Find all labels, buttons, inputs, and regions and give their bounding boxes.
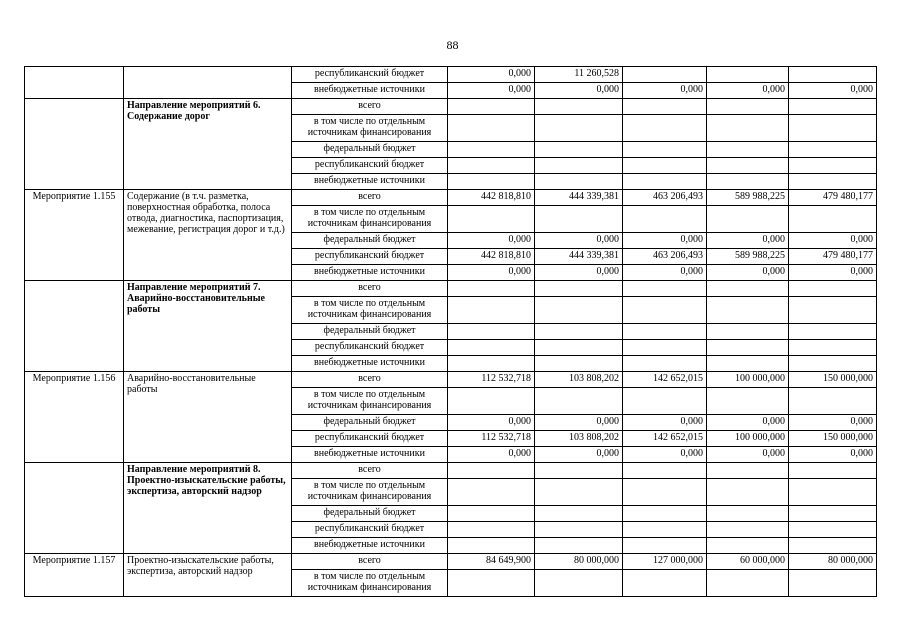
amount-cell (535, 388, 623, 415)
amount-cell (707, 99, 789, 115)
table-row (25, 190, 877, 206)
amount-cell: 0,000 (789, 415, 877, 431)
funding-source-cell: внебюджетные источники (292, 83, 448, 99)
amount-cell (535, 340, 623, 356)
amount-cell: 0,000 (535, 83, 623, 99)
funding-source-cell: федеральный бюджет (292, 324, 448, 340)
amount-cell (707, 324, 789, 340)
amount-cell: 0,000 (623, 447, 707, 463)
amount-cell (789, 142, 877, 158)
amount-cell: 103 808,202 (535, 431, 623, 447)
amount-cell: 142 652,015 (623, 372, 707, 388)
amount-cell (448, 340, 535, 356)
amount-cell: 0,000 (623, 415, 707, 431)
measure-name-cell: Проектно-изыскательские работы, экспертиза, авторский надзор (124, 554, 292, 597)
amount-cell (707, 538, 789, 554)
amount-cell (789, 281, 877, 297)
amount-cell (707, 67, 789, 83)
amount-cell (707, 570, 789, 597)
amount-cell (448, 324, 535, 340)
amount-cell (789, 174, 877, 190)
amount-cell (623, 206, 707, 233)
amount-cell (707, 388, 789, 415)
amount-cell: 112 532,718 (448, 431, 535, 447)
amount-cell: 479 480,177 (789, 249, 877, 265)
funding-source-cell: внебюджетные источники (292, 174, 448, 190)
amount-cell (448, 206, 535, 233)
measure-name-cell: Содержание (в т.ч. разметка, поверхностная обработка, полоса отвода, диагностика, паспортизация, межевание, регистрация дорог и т.д.) (124, 190, 292, 281)
table-row (25, 99, 877, 115)
amount-cell (707, 479, 789, 506)
amount-cell (707, 522, 789, 538)
amount-cell (448, 99, 535, 115)
amount-cell: 60 000,000 (707, 554, 789, 570)
amount-cell (789, 67, 877, 83)
amount-cell (535, 206, 623, 233)
amount-cell: 0,000 (448, 67, 535, 83)
amount-cell (707, 506, 789, 522)
amount-cell (448, 174, 535, 190)
amount-cell (789, 115, 877, 142)
amount-cell: 127 000,000 (623, 554, 707, 570)
amount-cell: 0,000 (623, 83, 707, 99)
measure-id-cell (25, 281, 124, 372)
funding-source-cell: всего (292, 190, 448, 206)
amount-cell: 112 532,718 (448, 372, 535, 388)
amount-cell (623, 281, 707, 297)
funding-source-cell: республиканский бюджет (292, 431, 448, 447)
amount-cell: 0,000 (707, 233, 789, 249)
amount-cell (789, 324, 877, 340)
amount-cell: 142 652,015 (623, 431, 707, 447)
amount-cell (707, 206, 789, 233)
measure-id-cell: Мероприятие 1.156 (25, 372, 124, 463)
amount-cell: 150 000,000 (789, 431, 877, 447)
page-number: 88 (446, 38, 459, 52)
amount-cell (448, 158, 535, 174)
amount-cell (535, 174, 623, 190)
amount-cell (623, 463, 707, 479)
measure-id-cell (25, 463, 124, 554)
amount-cell (448, 522, 535, 538)
amount-cell: 0,000 (535, 447, 623, 463)
amount-cell: 0,000 (707, 415, 789, 431)
amount-cell (535, 570, 623, 597)
amount-cell: 0,000 (707, 83, 789, 99)
funding-source-cell: в том числе по отдельным источникам финансирования (292, 479, 448, 506)
amount-cell: 0,000 (707, 265, 789, 281)
amount-cell (448, 281, 535, 297)
amount-cell (789, 538, 877, 554)
table-row (25, 372, 877, 388)
amount-cell (623, 570, 707, 597)
amount-cell: 0,000 (535, 415, 623, 431)
amount-cell: 589 988,225 (707, 190, 789, 206)
amount-cell: 0,000 (623, 265, 707, 281)
amount-cell (535, 324, 623, 340)
amount-cell (623, 67, 707, 83)
amount-cell: 150 000,000 (789, 372, 877, 388)
table-row (25, 554, 877, 570)
amount-cell (448, 463, 535, 479)
amount-cell (707, 297, 789, 324)
amount-cell (535, 463, 623, 479)
measure-name-cell: Направление мероприятий 6. Содержание дорог (124, 99, 292, 190)
amount-cell (789, 522, 877, 538)
budget-table (24, 66, 877, 597)
table-row (25, 67, 877, 83)
measure-id-cell: Мероприятие 1.157 (25, 554, 124, 597)
funding-source-cell: всего (292, 99, 448, 115)
amount-cell (707, 463, 789, 479)
amount-cell (448, 388, 535, 415)
amount-cell (448, 506, 535, 522)
amount-cell (623, 174, 707, 190)
amount-cell (623, 388, 707, 415)
amount-cell (623, 356, 707, 372)
amount-cell (623, 479, 707, 506)
measure-name-cell (124, 67, 292, 99)
funding-source-cell: всего (292, 281, 448, 297)
funding-source-cell: федеральный бюджет (292, 506, 448, 522)
amount-cell (535, 506, 623, 522)
amount-cell: 0,000 (789, 233, 877, 249)
amount-cell: 100 000,000 (707, 372, 789, 388)
amount-cell (707, 158, 789, 174)
amount-cell (789, 356, 877, 372)
amount-cell (535, 158, 623, 174)
funding-source-cell: федеральный бюджет (292, 142, 448, 158)
amount-cell (789, 297, 877, 324)
amount-cell (789, 99, 877, 115)
amount-cell (789, 463, 877, 479)
amount-cell (789, 388, 877, 415)
amount-cell: 444 339,381 (535, 190, 623, 206)
amount-cell (789, 158, 877, 174)
funding-source-cell: республиканский бюджет (292, 522, 448, 538)
funding-source-cell: в том числе по отдельным источникам финансирования (292, 115, 448, 142)
amount-cell: 11 260,528 (535, 67, 623, 83)
amount-cell: 0,000 (789, 447, 877, 463)
table-row (25, 281, 877, 297)
measure-name-cell: Направление мероприятий 7. Аварийно-восстановительные работы (124, 281, 292, 372)
amount-cell (448, 115, 535, 142)
funding-source-cell: внебюджетные источники (292, 447, 448, 463)
amount-cell: 442 818,810 (448, 190, 535, 206)
amount-cell (535, 281, 623, 297)
amount-cell: 444 339,381 (535, 249, 623, 265)
funding-source-cell: всего (292, 463, 448, 479)
amount-cell: 0,000 (535, 265, 623, 281)
amount-cell (623, 506, 707, 522)
amount-cell: 0,000 (448, 447, 535, 463)
amount-cell: 0,000 (535, 233, 623, 249)
amount-cell: 0,000 (623, 233, 707, 249)
amount-cell (623, 158, 707, 174)
amount-cell (448, 297, 535, 324)
amount-cell (535, 522, 623, 538)
amount-cell: 479 480,177 (789, 190, 877, 206)
amount-cell (448, 570, 535, 597)
amount-cell: 442 818,810 (448, 249, 535, 265)
funding-source-cell: в том числе по отдельным источникам финансирования (292, 297, 448, 324)
measure-name-cell: Направление мероприятий 8. Проектно-изыскательские работы, экспертиза, авторский надзор (124, 463, 292, 554)
amount-cell: 0,000 (707, 447, 789, 463)
funding-source-cell: федеральный бюджет (292, 233, 448, 249)
amount-cell (535, 115, 623, 142)
amount-cell: 0,000 (789, 265, 877, 281)
amount-cell: 463 206,493 (623, 190, 707, 206)
amount-cell: 84 649,900 (448, 554, 535, 570)
amount-cell (623, 115, 707, 142)
amount-cell (789, 340, 877, 356)
amount-cell (707, 115, 789, 142)
amount-cell: 0,000 (448, 415, 535, 431)
amount-cell: 463 206,493 (623, 249, 707, 265)
funding-source-cell: внебюджетные источники (292, 538, 448, 554)
amount-cell: 103 808,202 (535, 372, 623, 388)
amount-cell (535, 356, 623, 372)
table-row (25, 463, 877, 479)
amount-cell (789, 479, 877, 506)
amount-cell (623, 297, 707, 324)
amount-cell: 80 000,000 (535, 554, 623, 570)
amount-cell (789, 570, 877, 597)
amount-cell (623, 99, 707, 115)
amount-cell (448, 538, 535, 554)
amount-cell (623, 142, 707, 158)
amount-cell: 589 988,225 (707, 249, 789, 265)
measure-id-cell (25, 67, 124, 99)
funding-source-cell: в том числе по отдельным источникам финансирования (292, 206, 448, 233)
amount-cell (448, 142, 535, 158)
amount-cell: 0,000 (448, 233, 535, 249)
funding-source-cell: республиканский бюджет (292, 158, 448, 174)
measure-id-cell (25, 99, 124, 190)
amount-cell (789, 206, 877, 233)
measure-id-cell: Мероприятие 1.155 (25, 190, 124, 281)
funding-source-cell: внебюджетные источники (292, 356, 448, 372)
amount-cell (623, 340, 707, 356)
funding-source-cell: федеральный бюджет (292, 415, 448, 431)
amount-cell (623, 522, 707, 538)
funding-source-cell: в том числе по отдельным источникам финансирования (292, 570, 448, 597)
amount-cell: 0,000 (789, 83, 877, 99)
amount-cell: 80 000,000 (789, 554, 877, 570)
amount-cell: 0,000 (448, 265, 535, 281)
amount-cell (535, 479, 623, 506)
amount-cell (707, 340, 789, 356)
amount-cell (535, 99, 623, 115)
amount-cell (707, 356, 789, 372)
amount-cell (707, 142, 789, 158)
amount-cell (623, 538, 707, 554)
funding-source-cell: всего (292, 554, 448, 570)
funding-source-cell: в том числе по отдельным источникам финансирования (292, 388, 448, 415)
amount-cell (707, 174, 789, 190)
measure-name-cell: Аварийно-восстановительные работы (124, 372, 292, 463)
funding-source-cell: всего (292, 372, 448, 388)
funding-source-cell: республиканский бюджет (292, 67, 448, 83)
funding-source-cell: республиканский бюджет (292, 340, 448, 356)
funding-source-cell: внебюджетные источники (292, 265, 448, 281)
amount-cell (535, 538, 623, 554)
amount-cell (535, 297, 623, 324)
amount-cell (448, 356, 535, 372)
amount-cell (707, 281, 789, 297)
amount-cell (789, 506, 877, 522)
funding-source-cell: республиканский бюджет (292, 249, 448, 265)
amount-cell (535, 142, 623, 158)
amount-cell (448, 479, 535, 506)
amount-cell (623, 324, 707, 340)
amount-cell: 0,000 (448, 83, 535, 99)
amount-cell: 100 000,000 (707, 431, 789, 447)
